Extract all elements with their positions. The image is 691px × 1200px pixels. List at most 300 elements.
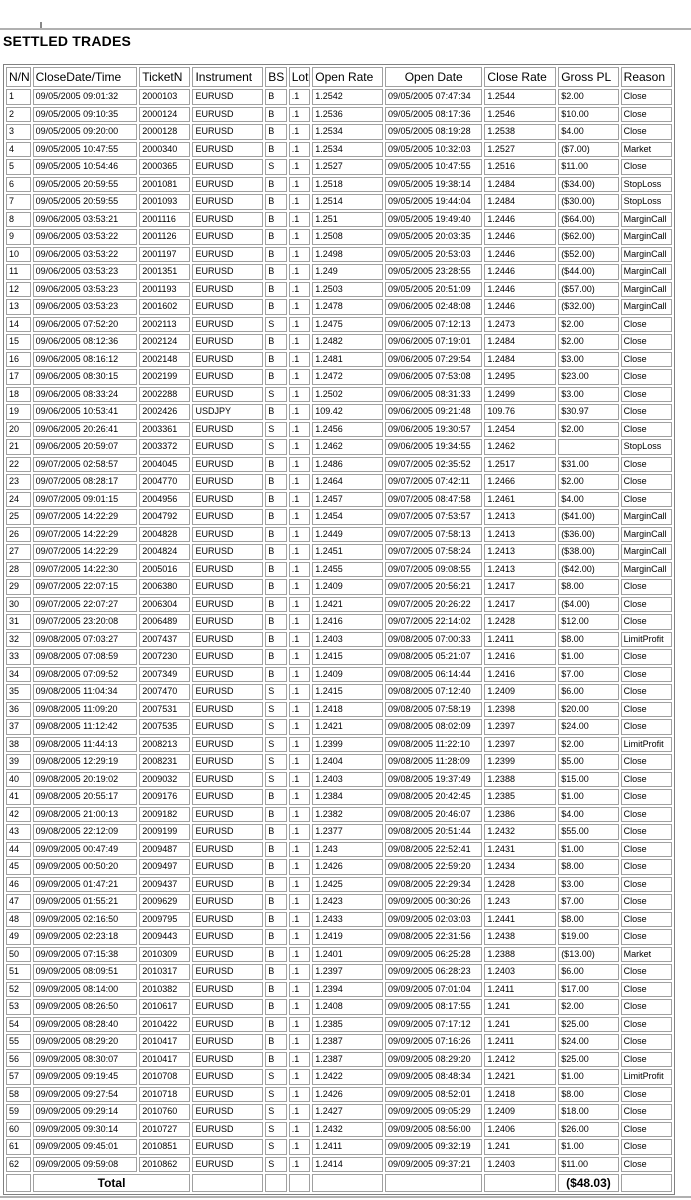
cell-close-date-time: 09/06/2005 03:53:23 — [33, 282, 138, 298]
cell-reason: Close — [621, 579, 672, 595]
cell-ticket: 2008213 — [139, 737, 190, 753]
cell-ticket: 2001351 — [139, 264, 190, 280]
cell-close-date-time: 09/08/2005 20:55:17 — [33, 789, 138, 805]
cell-lot: .1 — [289, 789, 311, 805]
cell-instrument: EURUSD — [192, 912, 263, 928]
table-row — [6, 177, 672, 193]
table-row — [6, 1034, 672, 1050]
cell-reason: LimitProfit — [621, 737, 672, 753]
cell-close-date-time: 09/07/2005 14:22:30 — [33, 562, 138, 578]
cell-reason: Close — [621, 1087, 672, 1103]
cell-lot: .1 — [289, 947, 311, 963]
cell-ticket: 2004770 — [139, 474, 190, 490]
cell-close-date-time: 09/05/2005 10:47:55 — [33, 142, 138, 158]
table-row — [6, 124, 672, 140]
cell-bs: B — [265, 877, 287, 893]
cell-close-date-time: 09/09/2005 09:30:14 — [33, 1122, 138, 1138]
cell-nn: 36 — [6, 702, 31, 718]
cell-close-rate: 1.2421 — [484, 1069, 556, 1085]
cell-reason: Close — [621, 964, 672, 980]
table-row — [6, 1087, 672, 1103]
cell-reason: Close — [621, 912, 672, 928]
cell-open-rate: 1.2415 — [312, 649, 383, 665]
cell-instrument: EURUSD — [192, 387, 263, 403]
cell-nn: 60 — [6, 1122, 31, 1138]
cell-open-rate: 1.2409 — [312, 579, 383, 595]
cell-bs: S — [265, 702, 287, 718]
cell-nn: 10 — [6, 247, 31, 263]
cell-close-date-time: 09/06/2005 03:53:21 — [33, 212, 138, 228]
cell-bs: S — [265, 387, 287, 403]
cell-nn: 53 — [6, 999, 31, 1015]
cell-bs: S — [265, 754, 287, 770]
cell-lot: .1 — [289, 684, 311, 700]
cell-ticket: 2006380 — [139, 579, 190, 595]
cell-open-rate: 1.2426 — [312, 859, 383, 875]
cell-instrument: EURUSD — [192, 877, 263, 893]
cell-open-date: 09/05/2005 19:38:14 — [385, 177, 482, 193]
cell-open-rate: 1.2478 — [312, 299, 383, 315]
cell-instrument: USDJPY — [192, 404, 263, 420]
cell-open-rate: 1.249 — [312, 264, 383, 280]
cell-close-date-time: 09/09/2005 08:29:20 — [33, 1034, 138, 1050]
cell-bs: B — [265, 1034, 287, 1050]
cell-open-date: 09/05/2005 19:49:40 — [385, 212, 482, 228]
cell-gross-pl: $4.00 — [558, 807, 618, 823]
cell-open-rate: 1.251 — [312, 212, 383, 228]
cell-ticket: 2001126 — [139, 229, 190, 245]
cell-close-rate: 1.2462 — [484, 439, 556, 455]
cell-bs: B — [265, 842, 287, 858]
col-header-ticket: TicketN — [139, 67, 190, 87]
cell-bs: B — [265, 527, 287, 543]
cell-ticket: 2000340 — [139, 142, 190, 158]
cell-gross-pl: $3.00 — [558, 877, 618, 893]
table-row — [6, 334, 672, 350]
cell-instrument: EURUSD — [192, 702, 263, 718]
cell-lot: .1 — [289, 859, 311, 875]
cell-instrument: EURUSD — [192, 807, 263, 823]
cell-gross-pl: ($38.00) — [558, 544, 618, 560]
cell-nn: 46 — [6, 877, 31, 893]
cell-bs: B — [265, 562, 287, 578]
cell-gross-pl: $2.00 — [558, 317, 618, 333]
cell-open-rate: 1.2409 — [312, 667, 383, 683]
cell-instrument: EURUSD — [192, 1157, 263, 1173]
cell-lot: .1 — [289, 894, 311, 910]
cell-bs: S — [265, 772, 287, 788]
cell-close-rate: 1.2484 — [484, 334, 556, 350]
cell-bs: B — [265, 1052, 287, 1068]
cell-bs: B — [265, 894, 287, 910]
cell-ticket: 2002199 — [139, 369, 190, 385]
cell-reason: Close — [621, 754, 672, 770]
cell-open-rate: 1.2421 — [312, 719, 383, 735]
cell-instrument: EURUSD — [192, 632, 263, 648]
cell-gross-pl: $19.00 — [558, 929, 618, 945]
table-row — [6, 492, 672, 508]
table-row — [6, 404, 672, 420]
cell-instrument: EURUSD — [192, 457, 263, 473]
cell-gross-pl: $24.00 — [558, 1034, 618, 1050]
cell-lot: .1 — [289, 194, 311, 210]
cell-ticket: 2001197 — [139, 247, 190, 263]
cell-open-rate: 1.2422 — [312, 1069, 383, 1085]
cell-lot: .1 — [289, 1087, 311, 1103]
cell-close-rate: 1.241 — [484, 1017, 556, 1033]
cell-instrument: EURUSD — [192, 89, 263, 105]
cell-reason: Close — [621, 614, 672, 630]
cell-open-rate: 1.2486 — [312, 457, 383, 473]
cell-lot: .1 — [289, 1122, 311, 1138]
cell-reason: Close — [621, 684, 672, 700]
cell-lot: .1 — [289, 999, 311, 1015]
cell-bs: B — [265, 369, 287, 385]
cell-open-date: 09/09/2005 06:25:28 — [385, 947, 482, 963]
table-row — [6, 474, 672, 490]
cell-ticket: 2004792 — [139, 509, 190, 525]
cell-gross-pl: ($36.00) — [558, 527, 618, 543]
cell-close-date-time: 09/06/2005 03:53:22 — [33, 229, 138, 245]
cell-open-date: 09/05/2005 20:53:03 — [385, 247, 482, 263]
cell-close-rate: 1.2399 — [484, 754, 556, 770]
cell-open-rate: 1.2433 — [312, 912, 383, 928]
cell-open-rate: 1.2411 — [312, 1139, 383, 1155]
cell-ticket: 2005016 — [139, 562, 190, 578]
cell-reason: Close — [621, 317, 672, 333]
window-top-bar — [0, 0, 691, 30]
cell-nn: 7 — [6, 194, 31, 210]
cell-nn: 49 — [6, 929, 31, 945]
cell-open-date: 09/07/2005 07:42:11 — [385, 474, 482, 490]
cell-bs: B — [265, 824, 287, 840]
cell-open-rate: 1.2394 — [312, 982, 383, 998]
cell-instrument: EURUSD — [192, 754, 263, 770]
cell-close-rate: 1.241 — [484, 1139, 556, 1155]
cell-bs: B — [265, 964, 287, 980]
cell-instrument: EURUSD — [192, 212, 263, 228]
cell-gross-pl: $15.00 — [558, 772, 618, 788]
cell-open-date: 09/05/2005 23:28:55 — [385, 264, 482, 280]
cell-lot: .1 — [289, 824, 311, 840]
cell-open-rate: 1.2419 — [312, 929, 383, 945]
cell-ticket: 2003372 — [139, 439, 190, 455]
cell-open-date: 09/06/2005 07:53:08 — [385, 369, 482, 385]
cell-gross-pl: ($44.00) — [558, 264, 618, 280]
cell-nn: 58 — [6, 1087, 31, 1103]
cell-open-date: 09/09/2005 09:32:19 — [385, 1139, 482, 1155]
cell-close-date-time: 09/08/2005 07:09:52 — [33, 667, 138, 683]
cell-close-rate: 1.2495 — [484, 369, 556, 385]
cell-nn: 39 — [6, 754, 31, 770]
table-row — [6, 229, 672, 245]
cell-instrument: EURUSD — [192, 947, 263, 963]
cell-bs: B — [265, 947, 287, 963]
cell-bs: S — [265, 1069, 287, 1085]
cell-instrument: EURUSD — [192, 492, 263, 508]
cell-gross-pl: $24.00 — [558, 719, 618, 735]
total-cell-empty — [385, 1174, 482, 1192]
cell-open-rate: 1.2384 — [312, 789, 383, 805]
cell-gross-pl: ($57.00) — [558, 282, 618, 298]
cell-lot: .1 — [289, 1104, 311, 1120]
cell-instrument: EURUSD — [192, 159, 263, 175]
cell-close-rate: 1.2398 — [484, 702, 556, 718]
cell-nn: 45 — [6, 859, 31, 875]
table-row — [6, 947, 672, 963]
cell-lot: .1 — [289, 912, 311, 928]
cell-reason: Close — [621, 387, 672, 403]
cell-lot: .1 — [289, 702, 311, 718]
cell-open-rate: 1.2416 — [312, 614, 383, 630]
cell-bs: B — [265, 334, 287, 350]
cell-gross-pl: $25.00 — [558, 1017, 618, 1033]
cell-open-date: 09/07/2005 07:58:13 — [385, 527, 482, 543]
cell-lot: .1 — [289, 544, 311, 560]
cell-bs: B — [265, 229, 287, 245]
cell-instrument: EURUSD — [192, 107, 263, 123]
cell-lot: .1 — [289, 614, 311, 630]
cell-open-rate: 1.2414 — [312, 1157, 383, 1173]
cell-bs: B — [265, 912, 287, 928]
cell-gross-pl: $3.00 — [558, 352, 618, 368]
table-row — [6, 789, 672, 805]
cell-instrument: EURUSD — [192, 194, 263, 210]
cell-ticket: 2009443 — [139, 929, 190, 945]
cell-ticket: 2001093 — [139, 194, 190, 210]
cell-nn: 56 — [6, 1052, 31, 1068]
cell-close-date-time: 09/07/2005 14:22:29 — [33, 527, 138, 543]
cell-lot: .1 — [289, 89, 311, 105]
table-row — [6, 684, 672, 700]
cell-open-rate: 1.2399 — [312, 737, 383, 753]
cell-bs: B — [265, 1017, 287, 1033]
cell-open-date: 09/09/2005 08:56:00 — [385, 1122, 482, 1138]
cell-open-date: 09/09/2005 07:16:26 — [385, 1034, 482, 1050]
cell-close-date-time: 09/07/2005 08:28:17 — [33, 474, 138, 490]
cell-reason: Close — [621, 719, 672, 735]
cell-nn: 11 — [6, 264, 31, 280]
cell-instrument: EURUSD — [192, 597, 263, 613]
cell-lot: .1 — [289, 579, 311, 595]
cell-close-date-time: 09/06/2005 08:30:15 — [33, 369, 138, 385]
cell-close-date-time: 09/08/2005 12:29:19 — [33, 754, 138, 770]
total-label: Total — [33, 1174, 191, 1192]
cell-open-rate: 1.2382 — [312, 807, 383, 823]
cell-open-date: 09/08/2005 07:58:19 — [385, 702, 482, 718]
cell-bs: S — [265, 439, 287, 455]
cell-open-date: 09/09/2005 08:29:20 — [385, 1052, 482, 1068]
cell-open-date: 09/07/2005 07:58:24 — [385, 544, 482, 560]
cell-reason: Market — [621, 142, 672, 158]
cell-close-rate: 1.2403 — [484, 1157, 556, 1173]
cell-ticket: 2009795 — [139, 912, 190, 928]
cell-open-date: 09/05/2005 20:03:35 — [385, 229, 482, 245]
top-bar-border — [0, 28, 691, 30]
cell-close-date-time: 09/08/2005 22:12:09 — [33, 824, 138, 840]
cell-gross-pl: $3.00 — [558, 387, 618, 403]
cell-bs: B — [265, 124, 287, 140]
cell-nn: 4 — [6, 142, 31, 158]
cell-close-date-time: 09/05/2005 20:59:55 — [33, 177, 138, 193]
cell-nn: 57 — [6, 1069, 31, 1085]
cell-lot: .1 — [289, 877, 311, 893]
cell-open-rate: 1.243 — [312, 842, 383, 858]
cell-gross-pl: $1.00 — [558, 1139, 618, 1155]
table-row — [6, 439, 672, 455]
cell-close-rate: 1.2386 — [484, 807, 556, 823]
cell-close-rate: 1.2417 — [484, 597, 556, 613]
cell-instrument: EURUSD — [192, 1139, 263, 1155]
cell-bs: B — [265, 929, 287, 945]
cell-reason: Close — [621, 492, 672, 508]
cell-close-date-time: 09/07/2005 23:20:08 — [33, 614, 138, 630]
cell-gross-pl: $1.00 — [558, 1069, 618, 1085]
cell-open-date: 09/07/2005 20:56:21 — [385, 579, 482, 595]
cell-close-rate: 1.243 — [484, 894, 556, 910]
cell-gross-pl: $17.00 — [558, 982, 618, 998]
cell-open-rate: 1.2449 — [312, 527, 383, 543]
cell-reason: Close — [621, 702, 672, 718]
cell-lot: .1 — [289, 107, 311, 123]
cell-gross-pl: $11.00 — [558, 159, 618, 175]
cell-reason: LimitProfit — [621, 1069, 672, 1085]
cell-ticket: 2000365 — [139, 159, 190, 175]
cell-bs: B — [265, 404, 287, 420]
cell-open-rate: 1.2401 — [312, 947, 383, 963]
cell-nn: 34 — [6, 667, 31, 683]
cell-close-rate: 1.2388 — [484, 772, 556, 788]
cell-open-rate: 1.2527 — [312, 159, 383, 175]
cell-lot: .1 — [289, 177, 311, 193]
cell-open-date: 09/05/2005 10:47:55 — [385, 159, 482, 175]
cell-reason: Close — [621, 457, 672, 473]
cell-nn: 13 — [6, 299, 31, 315]
cell-lot: .1 — [289, 404, 311, 420]
cell-gross-pl: $7.00 — [558, 894, 618, 910]
cell-instrument: EURUSD — [192, 1034, 263, 1050]
table-row — [6, 317, 672, 333]
cell-lot: .1 — [289, 737, 311, 753]
cell-ticket: 2010727 — [139, 1122, 190, 1138]
cell-instrument: EURUSD — [192, 527, 263, 543]
cell-open-date: 09/09/2005 07:01:04 — [385, 982, 482, 998]
cell-reason: Close — [621, 334, 672, 350]
cell-nn: 28 — [6, 562, 31, 578]
cell-bs: B — [265, 614, 287, 630]
cell-open-rate: 1.2503 — [312, 282, 383, 298]
cell-close-date-time: 09/09/2005 08:14:00 — [33, 982, 138, 998]
table-row — [6, 299, 672, 315]
cell-nn: 43 — [6, 824, 31, 840]
cell-close-date-time: 09/07/2005 22:07:27 — [33, 597, 138, 613]
cell-open-date: 09/08/2005 22:52:41 — [385, 842, 482, 858]
cell-reason: Close — [621, 1104, 672, 1120]
cell-ticket: 2007535 — [139, 719, 190, 735]
cell-reason: StopLoss — [621, 177, 672, 193]
cell-open-rate: 1.2508 — [312, 229, 383, 245]
cell-reason: Close — [621, 597, 672, 613]
cell-reason: Close — [621, 1052, 672, 1068]
cell-reason: Close — [621, 1017, 672, 1033]
cell-reason: Close — [621, 894, 672, 910]
cell-lot: .1 — [289, 807, 311, 823]
cell-close-rate: 1.2411 — [484, 632, 556, 648]
cell-nn: 59 — [6, 1104, 31, 1120]
cell-nn: 17 — [6, 369, 31, 385]
total-cell-empty — [192, 1174, 263, 1192]
table-row — [6, 842, 672, 858]
cell-open-date: 09/05/2005 08:19:28 — [385, 124, 482, 140]
table-row — [6, 89, 672, 105]
cell-close-date-time: 09/06/2005 03:53:22 — [33, 247, 138, 263]
cell-close-rate: 1.2409 — [484, 684, 556, 700]
cell-bs: B — [265, 509, 287, 525]
col-header-instrument: Instrument — [192, 67, 263, 87]
cell-lot: .1 — [289, 492, 311, 508]
cell-nn: 22 — [6, 457, 31, 473]
cell-close-rate: 1.2466 — [484, 474, 556, 490]
cell-ticket: 2000103 — [139, 89, 190, 105]
cell-nn: 33 — [6, 649, 31, 665]
cell-lot: .1 — [289, 387, 311, 403]
cell-lot: .1 — [289, 964, 311, 980]
cell-nn: 61 — [6, 1139, 31, 1155]
cell-reason: Close — [621, 842, 672, 858]
cell-reason: LimitProfit — [621, 632, 672, 648]
cell-close-date-time: 09/09/2005 09:29:14 — [33, 1104, 138, 1120]
cell-reason: Close — [621, 824, 672, 840]
cell-gross-pl: $6.00 — [558, 964, 618, 980]
cell-reason: Close — [621, 89, 672, 105]
cell-close-rate: 1.2432 — [484, 824, 556, 840]
cell-instrument: EURUSD — [192, 509, 263, 525]
cell-instrument: EURUSD — [192, 1069, 263, 1085]
cell-open-date: 09/09/2005 00:30:26 — [385, 894, 482, 910]
cell-open-date: 09/08/2005 07:12:40 — [385, 684, 482, 700]
cell-gross-pl: ($30.00) — [558, 194, 618, 210]
cell-ticket: 2007531 — [139, 702, 190, 718]
cell-ticket: 2002124 — [139, 334, 190, 350]
cell-ticket: 2004045 — [139, 457, 190, 473]
cell-gross-pl: ($52.00) — [558, 247, 618, 263]
cell-gross-pl: ($64.00) — [558, 212, 618, 228]
settled-trades-table — [3, 64, 675, 1195]
cell-close-date-time: 09/05/2005 09:10:35 — [33, 107, 138, 123]
cell-gross-pl: $2.00 — [558, 422, 618, 438]
cell-lot: .1 — [289, 562, 311, 578]
cell-reason: Close — [621, 982, 672, 998]
cell-nn: 41 — [6, 789, 31, 805]
table-row — [6, 1122, 672, 1138]
cell-bs: B — [265, 789, 287, 805]
table-row — [6, 1157, 672, 1173]
cell-close-rate: 1.2438 — [484, 929, 556, 945]
cell-instrument: EURUSD — [192, 1087, 263, 1103]
cell-bs: B — [265, 492, 287, 508]
cell-open-rate: 1.2415 — [312, 684, 383, 700]
table-body — [6, 89, 672, 1172]
cell-nn: 29 — [6, 579, 31, 595]
table-row — [6, 247, 672, 263]
cell-open-rate: 1.2387 — [312, 1034, 383, 1050]
cell-open-rate: 1.2518 — [312, 177, 383, 193]
cell-ticket: 2003361 — [139, 422, 190, 438]
cell-close-date-time: 09/07/2005 09:01:15 — [33, 492, 138, 508]
cell-lot: .1 — [289, 667, 311, 683]
cell-bs: B — [265, 89, 287, 105]
cell-close-date-time: 09/09/2005 09:45:01 — [33, 1139, 138, 1155]
